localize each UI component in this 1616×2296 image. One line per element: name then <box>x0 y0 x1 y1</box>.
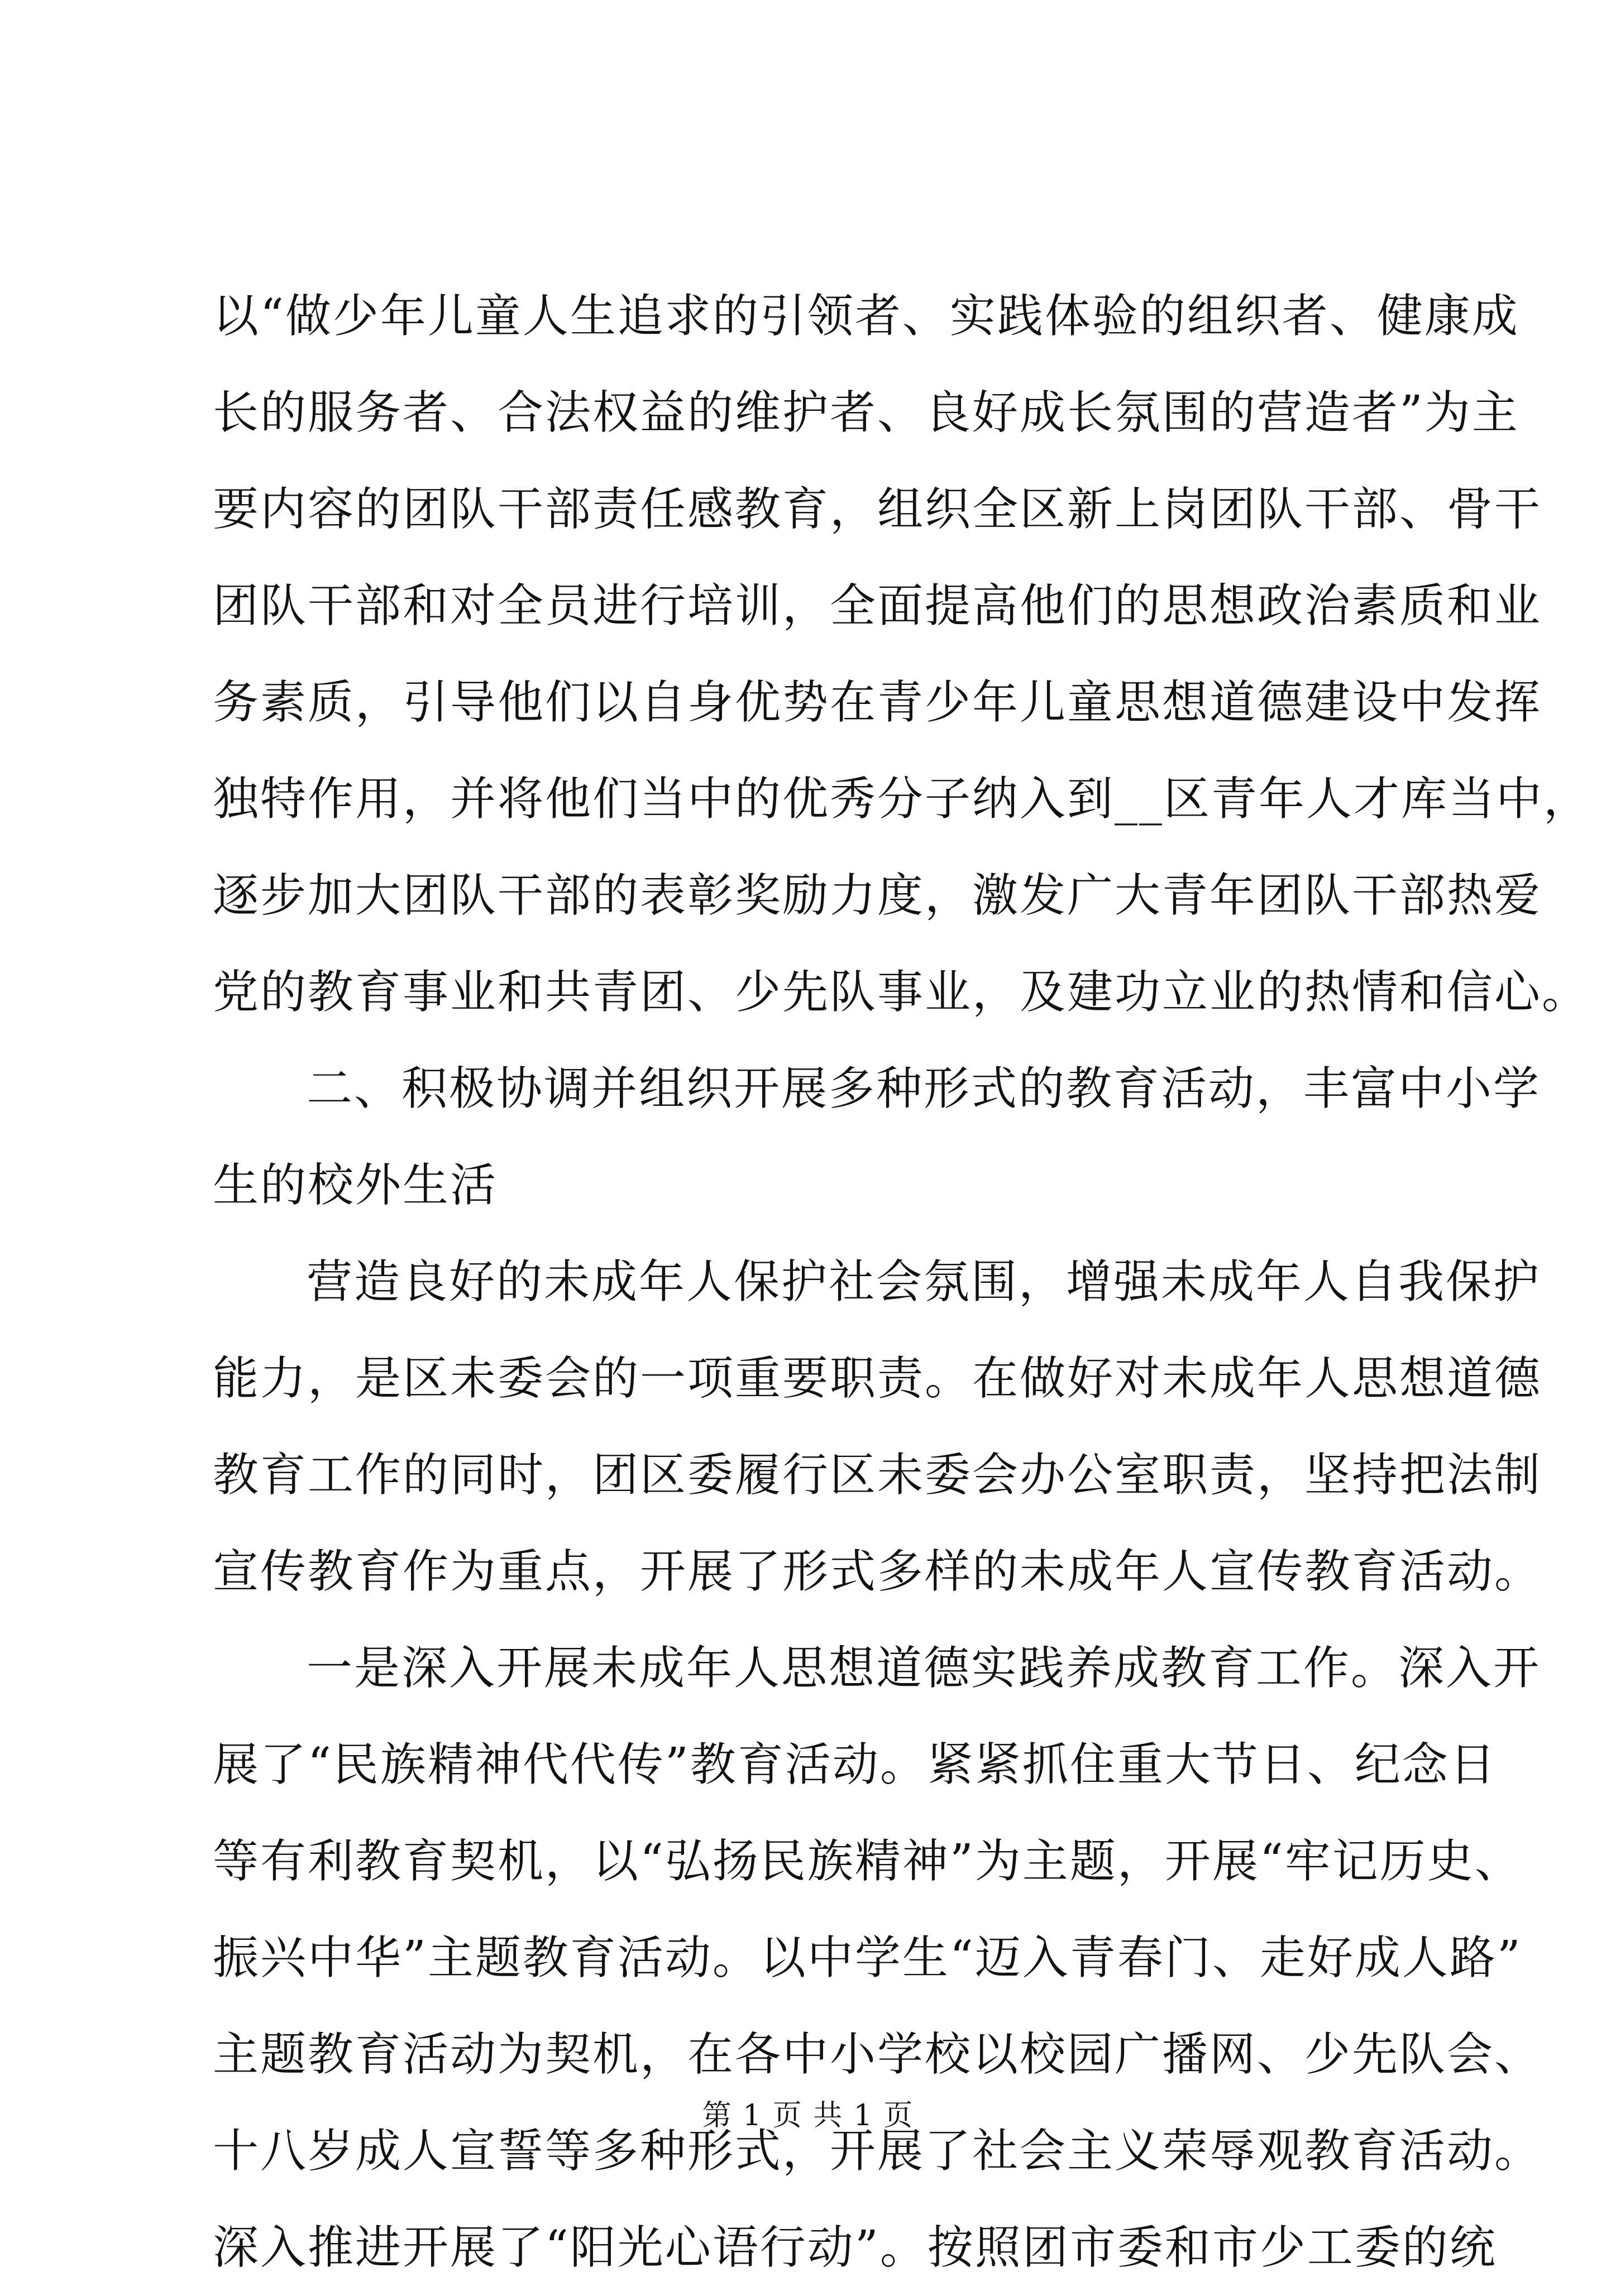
page-number: 第 1 页 共 1 页 <box>702 2099 914 2132</box>
text-line: 等有利教育契机，以“弘扬民族精神”为主题，开展“牢记历史、 <box>213 1835 1522 1888</box>
text-line: 教育工作的同时，团区委履行区未委会办公室职责，坚持把法制 <box>213 1449 1542 1502</box>
text-line: 团队干部和对全员进行培训，全面提高他们的思想政治素质和业 <box>213 579 1542 632</box>
section-heading-line: 生的校外生活 <box>213 1159 498 1212</box>
text-line: 逐步加大团队干部的表彰奖励力度，激发广大青年团队干部热爱 <box>213 869 1542 922</box>
text-line: 主题教育活动为契机，在各中小学校以校园广播网、少先队会、 <box>213 2028 1542 2081</box>
text-line: 党的教育事业和共青团、少先队事业，及建功立业的热情和信心。 <box>213 966 1590 1019</box>
page-footer <box>0 2096 1616 2135</box>
text-line: 独特作用，并将他们当中的优秀分子纳入到__区青年人才库当中， <box>213 773 1591 826</box>
section-heading-line: 二、积极协调并组织开展多种形式的教育活动，丰富中小学 <box>307 1062 1541 1115</box>
text-line: 要内容的团队干部责任感教育，组织全区新上岗团队干部、骨干 <box>213 483 1542 536</box>
text-line: 长的服务者、合法权益的维护者、良好成长氛围的营造者”为主 <box>213 386 1519 439</box>
text-line: 营造良好的未成年人保护社会氛围，增强未成年人自我保护 <box>307 1255 1541 1308</box>
text-line: 一是深入开展未成年人思想道德实践养成教育工作。深入开 <box>307 1642 1541 1695</box>
text-line: 宣传教育作为重点，开展了形式多样的未成年人宣传教育活动。 <box>213 1545 1542 1598</box>
text-line: 务素质，引导他们以自身优势在青少年儿童思想道德建设中发挥 <box>213 676 1542 729</box>
text-line: 以“做少年儿童人生追求的引领者、实践体验的组织者、健康成 <box>213 290 1519 343</box>
document-body <box>213 268 1591 2296</box>
text-line: 十八岁成人宣誓等多种形式，开展了社会主义荣辱观教育活动。 <box>213 2125 1542 2178</box>
text-line: 能力，是区未委会的一项重要职责。在做好对未成年人思想道德 <box>213 1352 1542 1405</box>
text-line: 展了“民族精神代代传”教育活动。紧紧抓住重大节日、纪念日 <box>213 1738 1497 1791</box>
text-line: 振兴中华”主题教育活动。以中学生“迈入青春门、走好成人路” <box>213 1931 1522 1985</box>
text-line: 深入推进开展了“阳光心语行动”。按照团市委和市少工委的统 <box>213 2221 1497 2274</box>
